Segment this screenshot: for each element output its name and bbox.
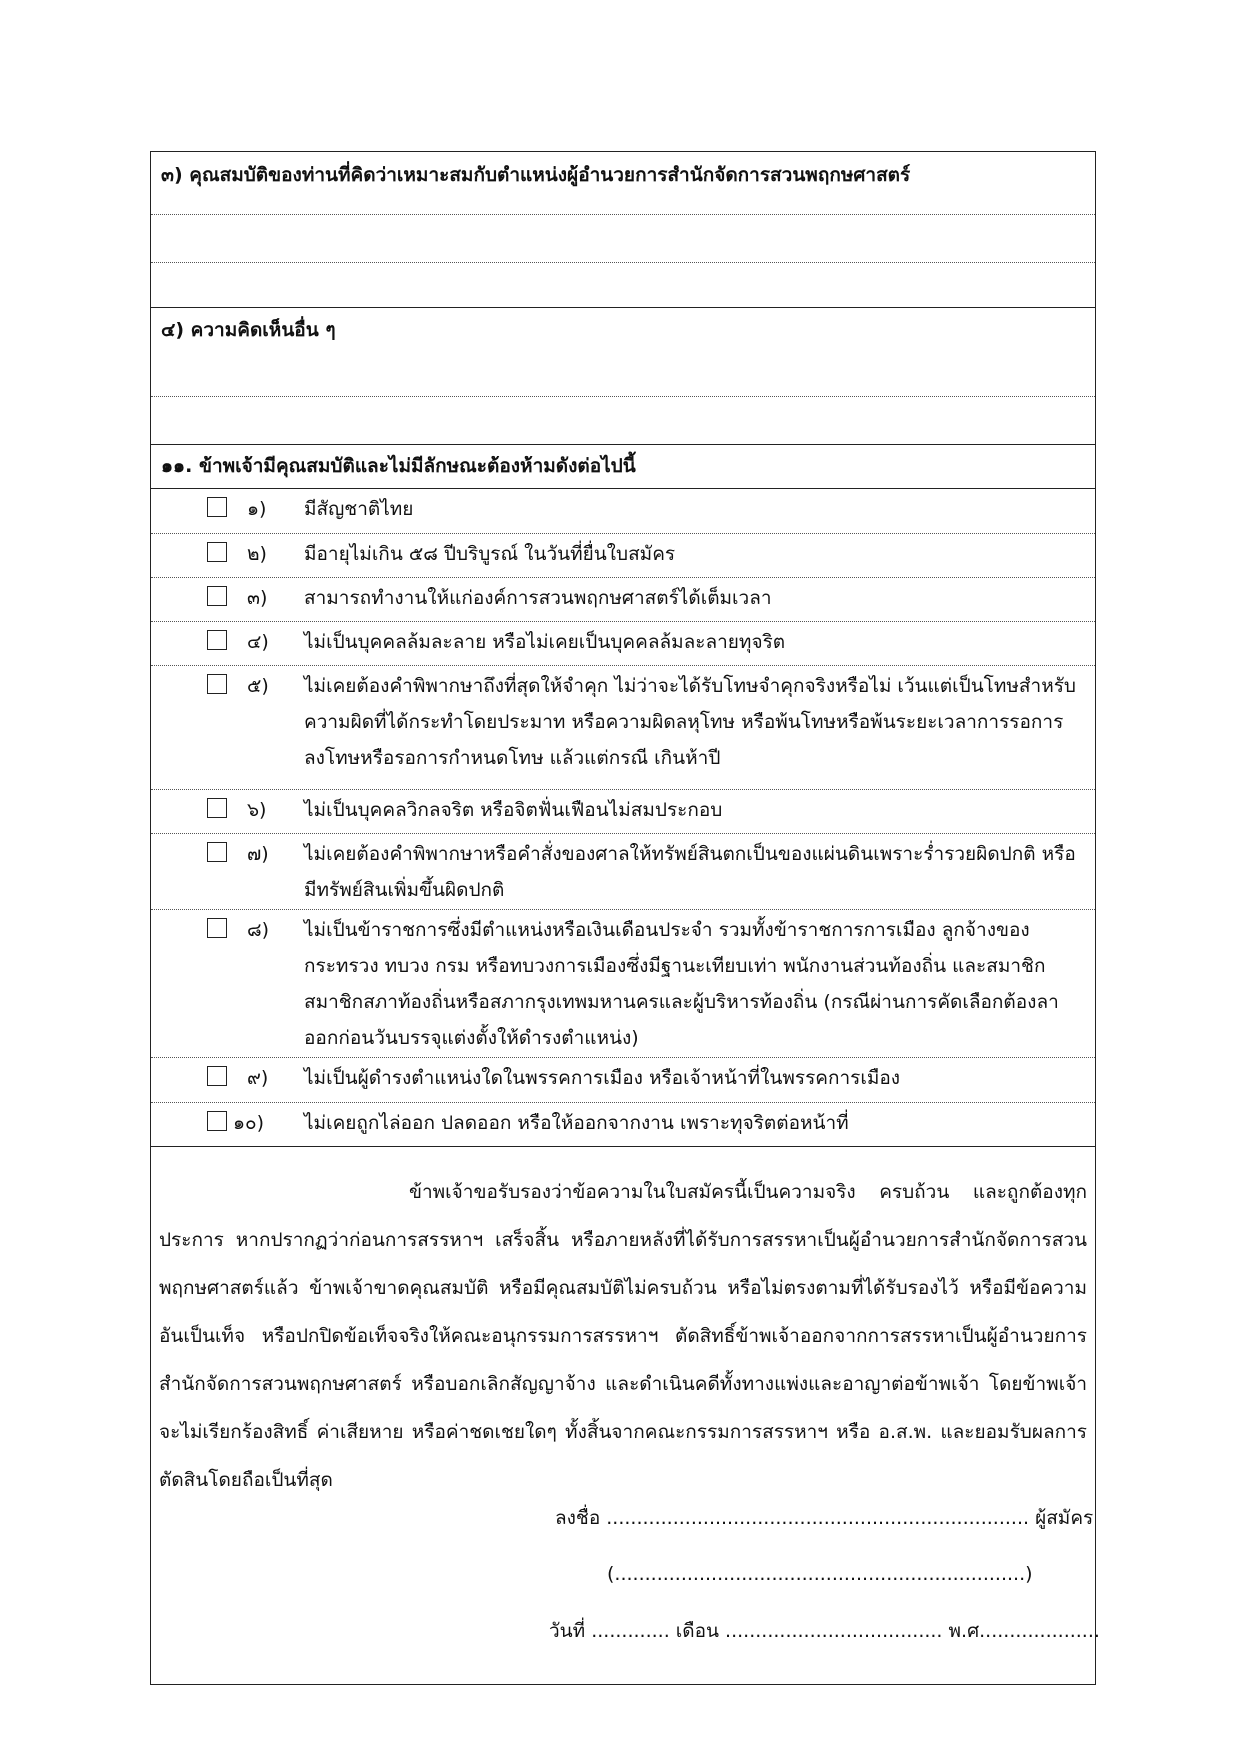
row-separator: [151, 621, 1095, 622]
checkbox[interactable]: [207, 1111, 227, 1131]
checkbox[interactable]: [207, 674, 227, 694]
answer-line-3b[interactable]: [151, 262, 1095, 263]
date-line[interactable]: วันที่ ............. เดือน .................................... พ.ศ....................: [549, 1620, 1100, 1642]
checkbox[interactable]: [207, 497, 227, 517]
row-separator: [151, 1102, 1095, 1103]
section-divider: [151, 444, 1095, 445]
checkbox[interactable]: [207, 630, 227, 650]
criterion-text: ไม่เป็นบุคคลวิกลจริต หรือจิตฟั่นเฟือนไม่สมประกอบ: [304, 799, 723, 821]
checkbox[interactable]: [207, 542, 227, 562]
checkbox[interactable]: [207, 798, 227, 818]
row-separator: [151, 909, 1095, 910]
section-3-title: ๓) คุณสมบัติของท่านที่คิดว่าเหมาะสมกับตำแหน่งผู้อำนวยการสำนักจัดการสวนพฤกษศาสตร์: [161, 164, 911, 186]
criterion-text: ไม่เป็นผู้ดำรงตำแหน่งใดในพรรคการเมือง หรือเจ้าหน้าที่ในพรรคการเมือง: [304, 1067, 901, 1089]
row-separator: [151, 577, 1095, 578]
criterion-number: ๑): [247, 498, 267, 520]
criterion-number: ๙): [247, 1067, 269, 1089]
certification-text: ข้าพเจ้าขอรับรองว่าข้อความในใบสมัครนี้เป็นความจริง ครบถ้วน และถูกต้องทุกประการ หากปรากฏว่าก่อนการสรรหาฯ เสร็จสิ้น หรือภายหลังที่ได้รับการสรรหาเป็นผู้อำนวยการสำนักจัดการสวนพฤกษศาสตร์แล้ว ข้าพเจ้าขาดคุณสมบัติ หรือมีคุณสมบัติไม่ครบถ้วน หรือไม่ตรงตามที่ได้รับรองไว้ หรือมีข้อความอันเป็นเท็จ หรือปกปิดข้อเท็จจริงให้คณะอนุกรรมการสรรหาฯ ตัดสิทธิ์ข้าพเจ้าออกจากการสรรหาเป็นผู้อำนวยการสำนักจัดการสวนพฤกษศาสตร์ หรือบอกเลิกสัญญาจ้าง และดำเนินคดีทั้งทางแพ่งและอาญาต่อข้าพเจ้า โดยข้าพเจ้าจะไม่เรียกร้องสิทธิ์ ค่าเสียหาย หรือค่าชดเชยใดๆ ทั้งสิ้นจากคณะกรรมการสรรหาฯ หรือ อ.ส.พ. และยอมรับผลการตัดสินโดยถือเป็นที่สุด: [159, 1181, 1087, 1491]
checkbox[interactable]: [207, 918, 227, 938]
row-separator: [151, 789, 1095, 790]
criterion-text: ไม่เป็นข้าราชการซึ่งมีตำแหน่งหรือเงินเดือนประจำ รวมทั้งข้าราชการการเมือง ลูกจ้างของกระทรวง ทบวง กรม หรือทบวงการเมืองซึ่งมีฐานะเทียบเท่า พนักงานส่วนท้องถิ่น และสมาชิก สมาชิกสภาท้องถิ่นหรือสภากรุงเทพมหานครและผู้บริหารท้องถิ่น (กรณีผ่านการคัดเลือกต้องลาออกก่อนวันบรรจุแต่งตั้งให้ดำรงตำแหน่ง): [304, 919, 1059, 1049]
checkbox[interactable]: [207, 586, 227, 606]
criterion-text: มีสัญชาติไทย: [304, 498, 414, 520]
criterion-number: ๘): [247, 919, 270, 941]
criterion-number: ๒): [247, 543, 267, 565]
certification-paragraph: [159, 1168, 1087, 1504]
criterion-text: มีอายุไม่เกิน ๕๘ ปีบริบูรณ์ ในวันที่ยื่นใบสมัคร: [304, 543, 676, 565]
criterion-number: ๑๐): [233, 1112, 265, 1134]
answer-line-3a[interactable]: [151, 214, 1095, 215]
checkbox[interactable]: [207, 842, 227, 862]
section-divider: [151, 488, 1095, 489]
criterion-number: ๖): [247, 799, 267, 821]
answer-line-4a[interactable]: [151, 396, 1095, 397]
row-separator: [151, 833, 1095, 834]
checkbox[interactable]: [207, 1066, 227, 1086]
criterion-text: ไม่เป็นบุคคลล้มละลาย หรือไม่เคยเป็นบุคคลล้มละลายทุจริต: [304, 631, 786, 653]
criterion-number: ๗): [247, 843, 269, 865]
row-separator: [151, 533, 1095, 534]
section-11-title: ๑๑. ข้าพเจ้ามีคุณสมบัติและไม่มีลักษณะต้องห้ามดังต่อไปนี้: [161, 455, 636, 477]
criterion-text: ไม่เคยถูกไล่ออก ปลดออก หรือให้ออกจากงาน เพราะทุจริตต่อหน้าที่: [304, 1112, 849, 1134]
application-form-page: [150, 151, 1100, 1685]
signature-line[interactable]: ลงชื่อ ...................................................................... ผู้สมัคร: [555, 1507, 1094, 1529]
section-4-title: ๔) ความคิดเห็นอื่น ๆ: [161, 319, 336, 341]
criterion-number: ๕): [247, 675, 269, 697]
row-separator: [151, 665, 1095, 666]
criterion-number: ๔): [247, 631, 269, 653]
criterion-text: ไม่เคยต้องคำพิพากษาหรือคำสั่งของศาลให้ทรัพย์สินตกเป็นของแผ่นดินเพราะร่ำรวยผิดปกติ หรือมีทรัพย์สินเพิ่มขึ้นผิดปกติ: [304, 843, 1076, 901]
section-divider: [151, 1146, 1095, 1147]
criterion-number: ๓): [247, 587, 268, 609]
section-divider: [151, 307, 1095, 308]
applicant-name-line[interactable]: (....................................................................): [607, 1563, 1033, 1585]
criterion-text: ไม่เคยต้องคำพิพากษาถึงที่สุดให้จำคุก ไม่ว่าจะได้รับโทษจำคุกจริงหรือไม่ เว้นแต่เป็นโทษสำหรับความผิดที่ได้กระทำโดยประมาท หรือความผิดลหุโทษ หรือพ้นโทษหรือพ้นระยะเวลาการรอการลงโทษหรือรอการกำหนดโทษ แล้วแต่กรณี เกินห้าปี: [304, 675, 1076, 769]
criterion-text: สามารถทำงานให้แก่องค์การสวนพฤกษศาสตร์ได้เต็มเวลา: [304, 587, 772, 609]
row-separator: [151, 1057, 1095, 1058]
